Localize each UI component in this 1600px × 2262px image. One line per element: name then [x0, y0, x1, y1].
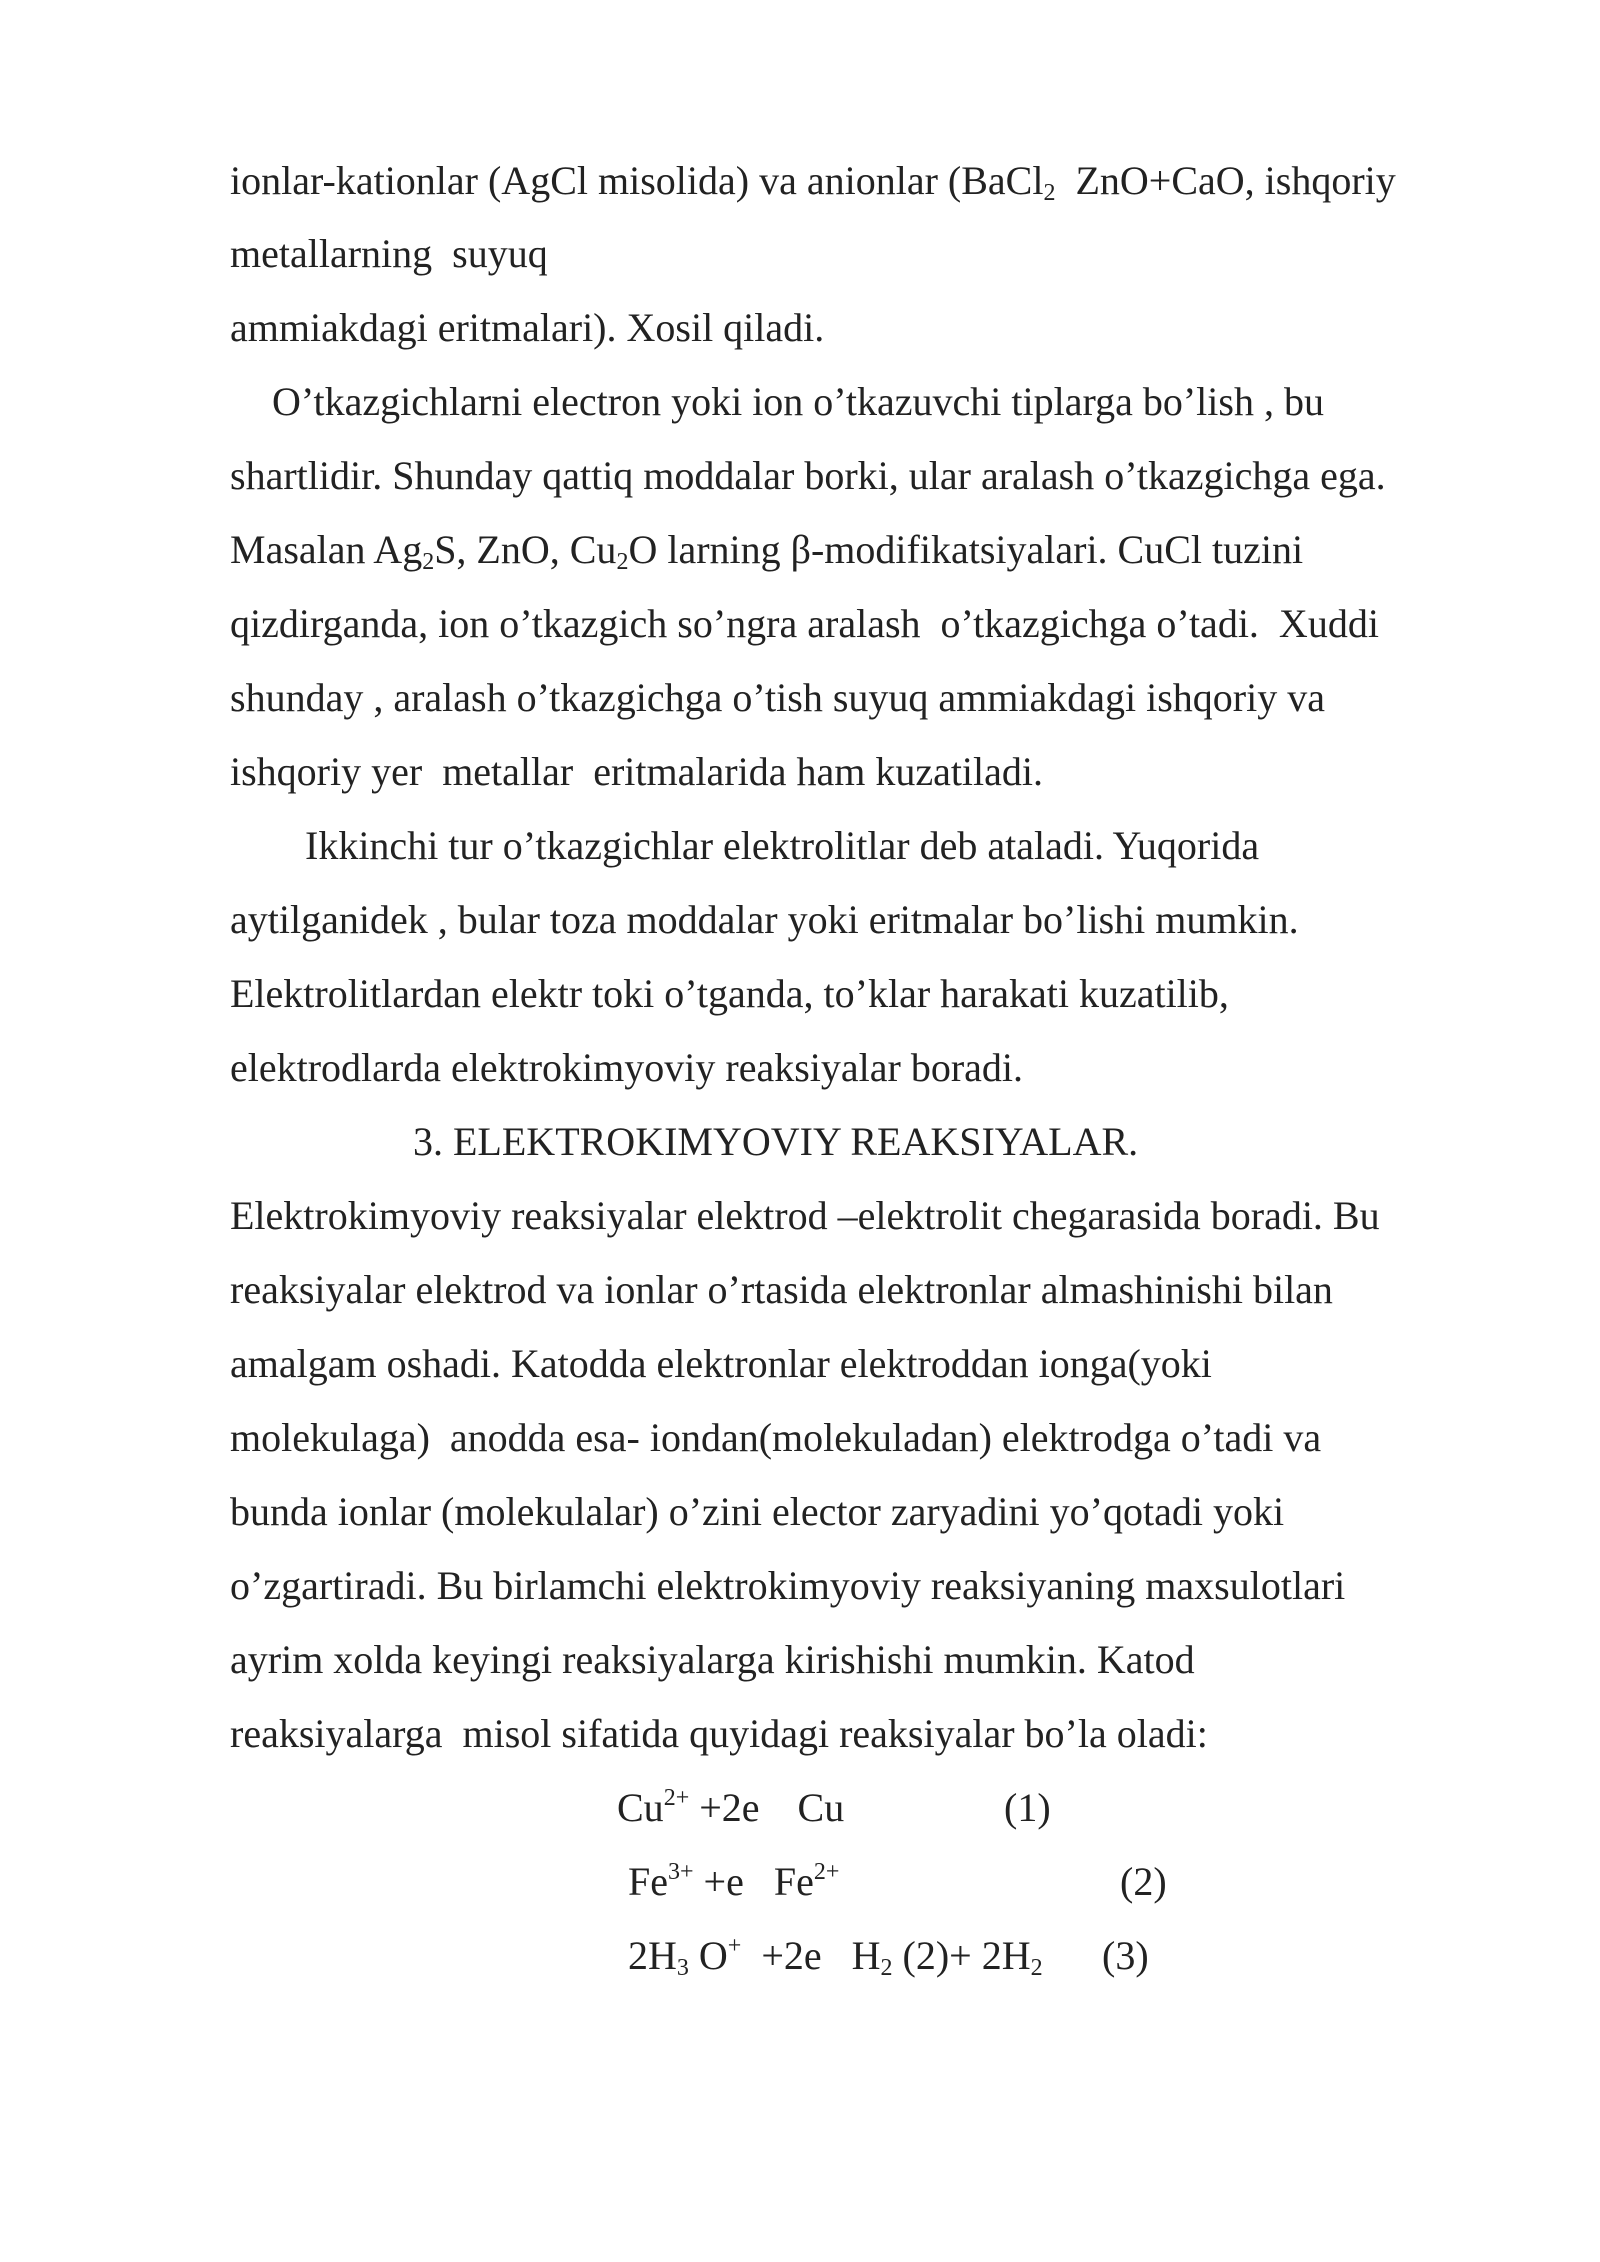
paragraph-line	[230, 1414, 1321, 1462]
text-run: ishqoriy yer metallar eritmalarida ham kuzatiladi.	[230, 749, 1044, 794]
text-run: ionlar-kationlar (AgCl misolida) va anionlar (BaCl	[230, 158, 1044, 203]
text-run: O larning β-modifikatsiyalari. CuCl tuzini	[628, 527, 1304, 572]
text-run: ZnO+CaO, ishqoriy	[1055, 158, 1396, 203]
equation-term: 2H	[628, 1933, 677, 1978]
paragraph-line	[230, 1636, 1195, 1684]
text-run: ammiakdagi eritmalari). Xosil qiladi.	[230, 305, 825, 350]
paragraph-line	[230, 1562, 1345, 1610]
text-run: molekulaga) anodda esa- iondan(molekuladan) elektrodga o’tadi va	[230, 1415, 1322, 1460]
equation-term: Fe	[628, 1859, 668, 1904]
equation-number: (3)	[1102, 1933, 1149, 1978]
paragraph-line	[272, 378, 1324, 426]
equation-term: +2e	[689, 1785, 760, 1830]
subscript: 2	[1030, 1955, 1043, 1981]
paragraph-line	[230, 1710, 1208, 1758]
equation-2	[628, 1858, 839, 1906]
section-heading	[413, 1118, 1138, 1166]
text-run: elektrodlarda elektrokimyoviy reaksiyalar boradi.	[230, 1045, 1024, 1090]
equation-term: +e	[693, 1859, 744, 1904]
equation-3-number	[1102, 1932, 1149, 1980]
text-run: O’tkazgichlarni electron yoki ion o’tkazuvchi tiplarga bo’lish , bu	[272, 379, 1324, 424]
subscript: 2	[1043, 180, 1056, 206]
subscript: 2	[422, 549, 435, 575]
equation-term: O	[688, 1933, 728, 1978]
paragraph-line	[230, 526, 1303, 574]
paragraph-line	[305, 822, 1259, 870]
equation-term: (2)+ 2H	[892, 1933, 1031, 1978]
text-run: Ikkinchi tur o’tkazgichlar elektrolitlar deb ataladi. Yuqorida	[305, 823, 1260, 868]
paragraph-line	[230, 896, 1299, 944]
equation-term: H	[851, 1933, 881, 1978]
subscript: 3	[676, 1955, 689, 1981]
equation-term: Fe	[773, 1859, 814, 1904]
equation-number: (2)	[1120, 1859, 1167, 1904]
text-run: aytilganidek , bular toza moddalar yoki eritmalar bo’lishi mumkin.	[230, 897, 1299, 942]
heading-text: 3. ELEKTROKIMYOVIY REAKSIYALAR.	[413, 1119, 1139, 1164]
text-run: Masalan Ag	[230, 527, 423, 572]
paragraph-line	[230, 600, 1379, 648]
paragraph-line	[230, 230, 548, 278]
equation-1-number	[1004, 1784, 1051, 1832]
text-run: qizdirganda, ion o’tkazgich so’ngra aralash o’tkazgichga o’tadi. Xuddi	[230, 601, 1379, 646]
text-run: shartlidir. Shunday qattiq moddalar borki, ular aralash o’tkazgichga ega.	[230, 453, 1386, 498]
paragraph-line	[230, 970, 1229, 1018]
text-run: bunda ionlar (molekulalar) o’zini elector zaryadini yo’qotadi yoki	[230, 1489, 1285, 1534]
paragraph-line	[230, 1488, 1284, 1536]
paragraph-line	[230, 1044, 1023, 1092]
paragraph-line	[230, 1266, 1333, 1314]
subscript: 2	[880, 1955, 893, 1981]
paragraph-line	[230, 748, 1043, 796]
paragraph-line	[230, 452, 1386, 500]
equation-2-number	[1120, 1858, 1167, 1906]
subscript: 2	[616, 549, 629, 575]
text-run: Elektrolitlardan elektr toki o’tganda, to’klar harakati kuzatilib,	[230, 971, 1229, 1016]
text-run: shunday , aralash o’tkazgichga o’tish suyuq ammiakdagi ishqoriy va	[230, 675, 1325, 720]
equation-term: Cu	[617, 1785, 664, 1830]
paragraph-line	[230, 674, 1325, 722]
text-run: S, ZnO, Cu	[434, 527, 617, 572]
paragraph-line	[230, 1340, 1212, 1388]
paragraph-line	[230, 157, 1396, 205]
equation-1	[617, 1784, 844, 1832]
superscript: 2+	[813, 1859, 840, 1885]
text-run: o’zgartiradi. Bu birlamchi elektrokimyoviy reaksiyaning maxsulotlari	[230, 1563, 1346, 1608]
paragraph-line	[230, 1192, 1380, 1240]
superscript: 2+	[663, 1785, 690, 1811]
equation-term: +2e	[741, 1933, 822, 1978]
text-run: Elektrokimyoviy reaksiyalar elektrod –elektrolit chegarasida boradi. Bu	[230, 1193, 1380, 1238]
text-run: ayrim xolda keyingi reaksiyalarga kirishishi mumkin. Katod	[230, 1637, 1195, 1682]
text-run: metallarning suyuq	[230, 231, 548, 276]
equation-number: (1)	[1004, 1785, 1051, 1830]
text-run: reaksiyalarga misol sifatida quyidagi reaksiyalar bo’la oladi:	[230, 1711, 1208, 1756]
paragraph-line	[230, 304, 824, 352]
equation-3	[628, 1932, 1043, 1980]
text-run: amalgam oshadi. Katodda elektronlar elektroddan ionga(yoki	[230, 1341, 1212, 1386]
superscript: +	[727, 1933, 742, 1959]
equation-term: Cu	[797, 1785, 845, 1830]
text-run: reaksiyalar elektrod va ionlar o’rtasida elektronlar almashinishi bilan	[230, 1267, 1333, 1312]
superscript: 3+	[668, 1859, 694, 1885]
